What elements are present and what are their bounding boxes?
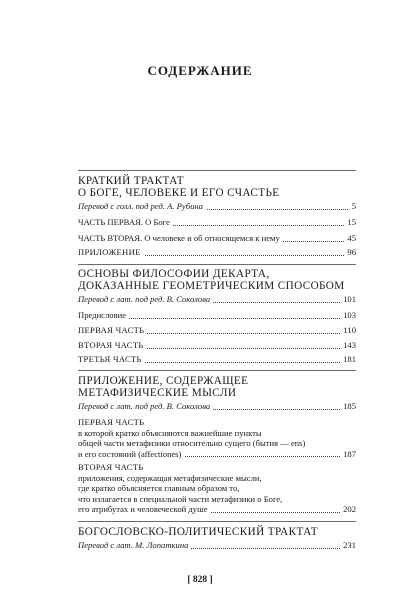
page-ref: 187 — [340, 449, 356, 460]
section-divider — [78, 521, 356, 522]
section-title: БОГОСЛОВСКО-ПОЛИТИЧЕСКИЙ ТРАКТАТ — [78, 526, 318, 538]
toc-entry[interactable]: Предисловие 103 — [78, 310, 356, 320]
page-ref: 181 — [340, 354, 356, 365]
page-ref: 110 — [340, 325, 356, 336]
section-title: ОСНОВЫ ФИЛОСОФИИ ДЕКАРТА, ДОКАЗАННЫЕ ГЕОМЕТРИЧЕСКИМ СПОСОБОМ — [78, 268, 345, 293]
page-ref: 231 — [340, 540, 356, 551]
toc-entry[interactable]: ЧАСТЬ ПЕРВАЯ. О Боге 15 — [78, 217, 356, 227]
toc-entry[interactable]: ПЕРВАЯ ЧАСТЬ 110 — [78, 325, 356, 335]
page-number: [ 828 ] — [187, 575, 213, 585]
section-title: КРАТКИЙ ТРАКТАТ О БОГЕ, ЧЕЛОВЕКЕ И ЕГО СЧАСТЬЕ — [78, 175, 280, 200]
entry-heading: ВТОРАЯ ЧАСТЬ — [78, 462, 144, 472]
section-divider — [78, 370, 356, 371]
toc-entry[interactable]: Перевод с лат. М. Лопаткина 231 — [78, 540, 356, 550]
section-divider — [78, 170, 356, 171]
page-ref: 5 — [349, 201, 356, 212]
page-ref: 101 — [340, 294, 356, 305]
entry-heading: ПЕРВАЯ ЧАСТЬ — [78, 417, 145, 427]
toc-entry[interactable]: Перевод с голл. под ред. А. Рубина 5 — [78, 201, 356, 211]
page-ref: 202 — [340, 504, 356, 515]
toc-entry[interactable]: Перевод с лат. под ред. В. Соколова 101 — [78, 294, 356, 304]
toc-entry[interactable]: ВТОРАЯ ЧАСТЬ приложения, содержащая метафизические мысли, где кратко объясняется главным образом то, что излагается в специальной части метафизики о Боге, его атрибутах и человеческой душе 202 — [78, 462, 356, 515]
page-ref: 45 — [344, 233, 356, 244]
toc-entry[interactable]: ВТОРАЯ ЧАСТЬ 143 — [78, 340, 356, 350]
toc-entry[interactable]: ЧАСТЬ ВТОРАЯ. О человеке и об относящемся к нему 45 — [78, 233, 356, 243]
page-ref: 143 — [340, 340, 356, 351]
toc-entry[interactable]: ПЕРВАЯ ЧАСТЬ в которой кратко объясняются важнейшие пункты общей части метафизики относительно сущего (бытия — ens) и его состояний (affectiones) 187 — [78, 417, 356, 459]
toc-entry[interactable]: ПРИЛОЖЕНИЕ 96 — [78, 247, 356, 257]
page-ref: 185 — [340, 401, 356, 412]
page-ref: 96 — [344, 247, 356, 258]
section-title: ПРИЛОЖЕНИЕ, СОДЕРЖАЩЕЕ МЕТАФИЗИЧЕСКИЕ МЫСЛИ — [78, 375, 249, 400]
toc-entry[interactable]: Перевод с лат. под ред. В. Соколова 185 — [78, 401, 356, 411]
section-divider — [78, 264, 356, 265]
page-ref: 103 — [340, 310, 356, 321]
page-ref: 15 — [344, 217, 356, 228]
page-title: СОДЕРЖАНИЕ — [147, 63, 253, 78]
toc-entry[interactable]: ТРЕТЬЯ ЧАСТЬ 181 — [78, 354, 356, 364]
